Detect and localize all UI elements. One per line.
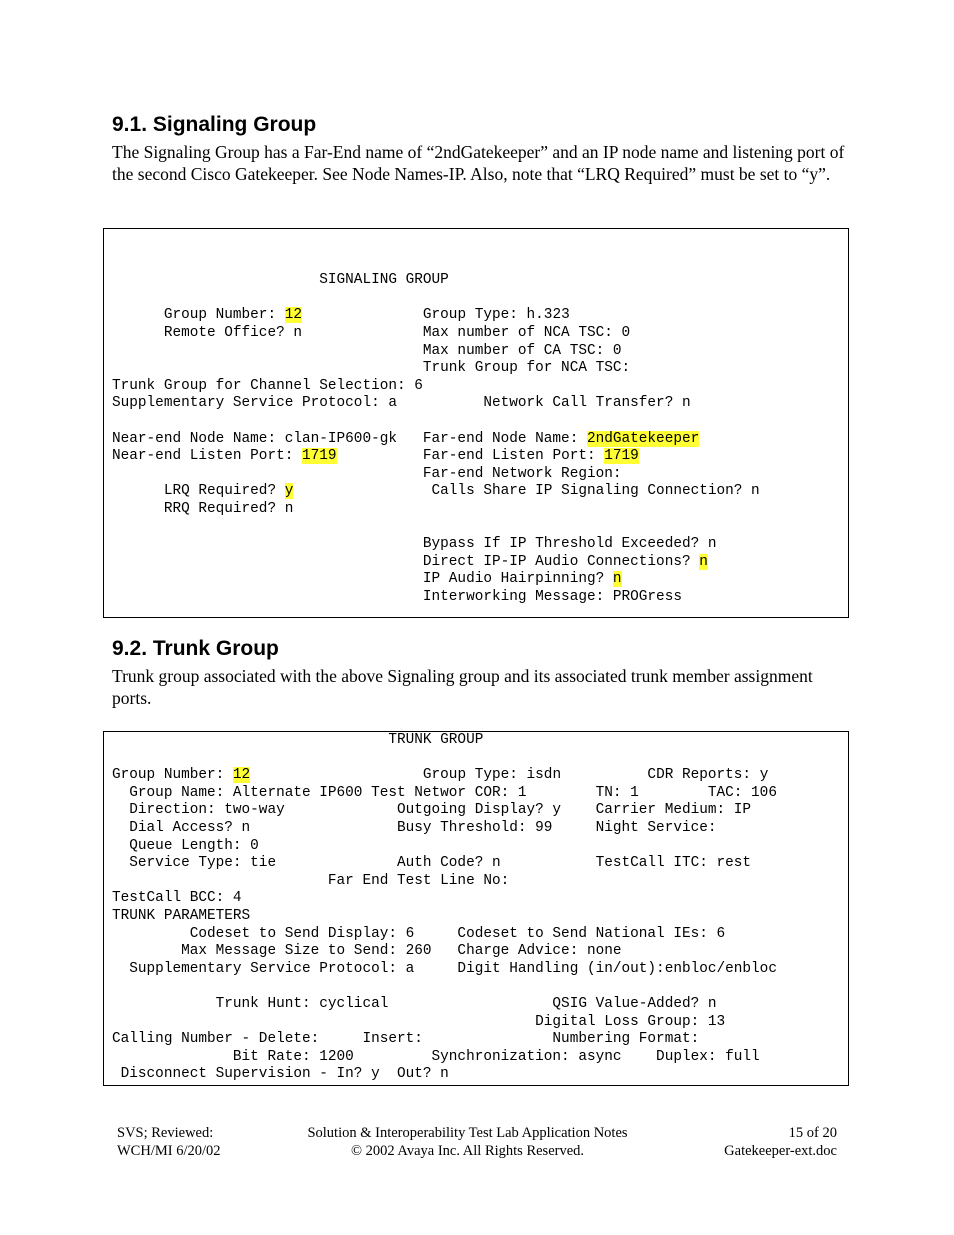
screen-text: TRUNK PARAMETERS	[112, 907, 251, 924]
screen-text: Group Type: isdn CDR Reports: y	[250, 767, 769, 784]
section-intro-trunk-group: Trunk group associated with the above Signaling group and its associated trunk member assignment ports.	[112, 666, 813, 708]
screen-text: Digital Loss Group: 13	[112, 1013, 726, 1030]
screen-text: Max number of CA TSC: 0	[112, 342, 622, 359]
screen-text: Trunk Group for Channel Selection: 6	[112, 377, 423, 394]
screen-text: Bit Rate: 1200 Synchronization: async Duplex: full	[112, 1048, 760, 1065]
screen-text: Group Name: Alternate IP600 Test Networ COR: 1 TN: 1 TAC: 106	[112, 784, 777, 801]
screen-text: Direct IP-IP Audio Connections?	[112, 553, 700, 570]
screen-text: Trunk Group for NCA TSC:	[112, 360, 631, 377]
footer-doc-series: Solution & Interoperability Test Lab Application Notes	[307, 1125, 628, 1141]
screen-text: Trunk Hunt: cyclical QSIG Value-Added? n	[112, 995, 717, 1012]
highlighted-field-value: y	[284, 483, 294, 500]
signaling-group-screen	[103, 228, 849, 618]
trunk-group-screen	[103, 731, 849, 1086]
footer-reviewer-date: WCH/MI 6/20/02	[117, 1143, 221, 1159]
highlighted-field-value: 2ndGatekeeper	[586, 430, 700, 447]
screen-text: Supplementary Service Protocol: a Digit Handling (in/out):enbloc/enbloc	[112, 960, 777, 977]
screen-text: Far End Test Line No:	[112, 872, 510, 889]
highlighted-field-value: n	[699, 553, 708, 570]
footer-right	[690, 1124, 837, 1160]
screen-text: Far-end Network Region:	[112, 465, 622, 482]
screen-text: LRQ Required?	[112, 483, 285, 500]
screen-text: Group Number:	[112, 307, 285, 324]
screen-text: Supplementary Service Protocol: a Network Call Transfer? n	[112, 395, 691, 412]
screen-text: Direction: two-way Outgoing Display? y Carrier Medium: IP	[112, 802, 752, 819]
highlighted-field-value: 1719	[604, 448, 639, 465]
screen-text: Calls Share IP Signaling Connection? n	[293, 483, 760, 500]
highlighted-field-value: n	[612, 571, 622, 588]
screen-text: Remote Office? n Max number of NCA TSC: 0	[112, 324, 631, 341]
footer-filename: Gatekeeper-ext.doc	[724, 1143, 837, 1159]
footer-center	[240, 1124, 695, 1160]
screen-text: RRQ Required? n	[112, 500, 294, 517]
screen-text: Queue Length: 0	[112, 837, 259, 854]
trunk-group-screen-text	[112, 732, 777, 1084]
section-intro-signaling-group: The Signaling Group has a Far-End name of “2ndGatekeeper” and an IP node name and listening port of the second Cisco Gatekeeper. See Node Names-IP. Also, note that “LRQ Required” must be set to “y”.	[112, 142, 845, 184]
screen-text: Bypass If IP Threshold Exceeded? n	[112, 536, 717, 553]
screen-text: Interworking Message: PROGress	[112, 588, 682, 605]
footer-reviewed: SVS; Reviewed:	[117, 1125, 214, 1141]
screen-text: Disconnect Supervision - In? y Out? n	[112, 1066, 449, 1083]
screen-text: Near-end Node Name: clan-IP600-gk Far-end Node Name:	[112, 430, 587, 447]
screen-text: Codeset to Send Display: 6 Codeset to Send National IEs: 6	[112, 925, 726, 942]
screen-text: IP Audio Hairpinning?	[112, 571, 613, 588]
highlighted-field-value: 12	[232, 767, 251, 784]
screen-text: TRUNK GROUP	[112, 732, 484, 748]
section-heading-signaling-group: 9.1. Signaling Group	[112, 113, 317, 136]
screen-text: Service Type: tie Auth Code? n TestCall ITC: rest	[112, 855, 752, 872]
screen-text: Group Type: h.323	[302, 307, 570, 324]
screen-text: Dial Access? n Busy Threshold: 99 Night Service:	[112, 819, 717, 836]
screen-text: Group Number:	[112, 767, 233, 784]
screen-text: Near-end Listen Port:	[112, 448, 302, 465]
highlighted-field-value: 12	[284, 307, 302, 324]
screen-text: Max Message Size to Send: 260 Charge Advice: none	[112, 943, 622, 960]
footer-copyright: © 2002 Avaya Inc. All Rights Reserved.	[350, 1143, 585, 1159]
screen-text: SIGNALING GROUP	[112, 272, 449, 289]
screen-text: Far-end Listen Port:	[336, 448, 605, 465]
footer-page-number: 15 of 20	[788, 1125, 837, 1141]
footer-left	[117, 1124, 221, 1160]
screen-text: Calling Number - Delete: Insert: Numbering Format:	[112, 1031, 700, 1048]
signaling-group-screen-text	[112, 237, 760, 606]
highlighted-field-value: 1719	[302, 448, 337, 465]
section-heading-trunk-group: 9.2. Trunk Group	[112, 637, 279, 660]
screen-text: TestCall BCC: 4	[112, 890, 242, 907]
